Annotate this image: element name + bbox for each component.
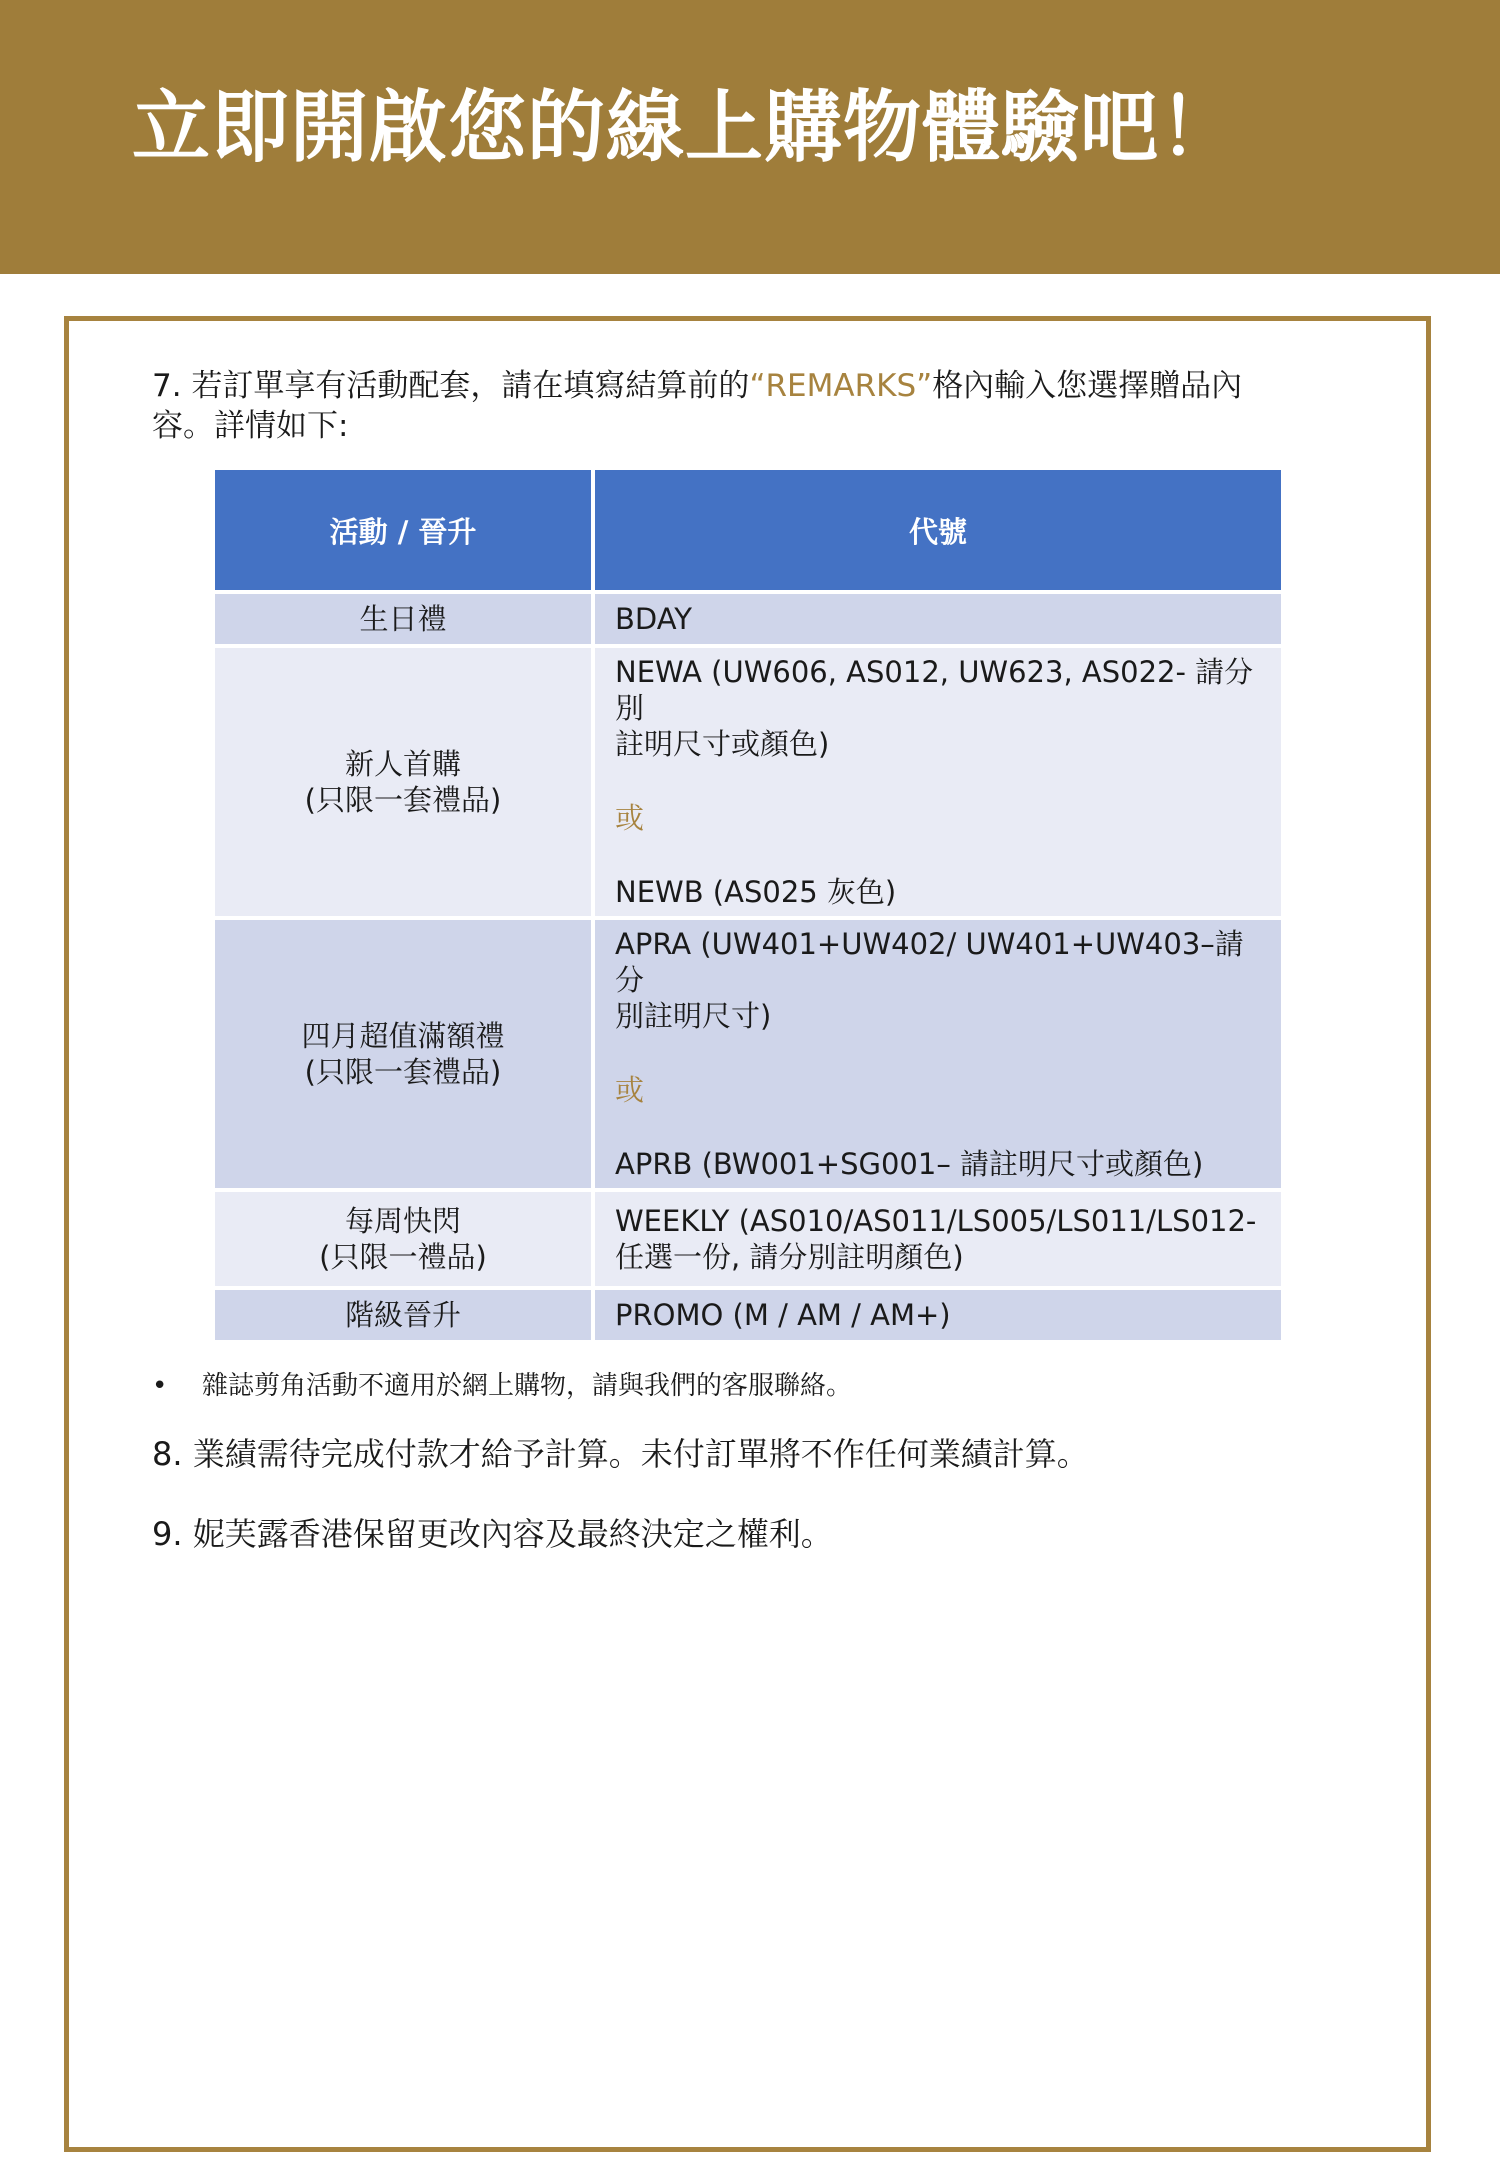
or-separator: 或 [615, 801, 645, 835]
code-cell [593, 1288, 1283, 1342]
header-activity: 活動 / 晉升 [213, 468, 593, 592]
code-line: 註明尺寸或顏色) [615, 727, 830, 761]
activity-name: 階級晉升 [344, 1298, 461, 1332]
bullet-note [152, 1366, 1352, 1406]
note-9: 9. 妮芙露香港保留更改內容及最終決定之權利。 [152, 1515, 833, 1553]
activity-name: 每周快閃 [344, 1204, 461, 1238]
remarks-highlight: “REMARKS” [749, 368, 933, 404]
activity-cell [213, 646, 593, 918]
intro-text-before: 若訂單享有活動配套，請在填寫結算前的 [191, 368, 750, 404]
table-row-weekly [213, 1190, 1283, 1288]
code-line: WEEKLY (AS010/AS011/LS005/LS011/LS012- [615, 1204, 1257, 1238]
code-cell [593, 918, 1283, 1190]
table-row-promo [213, 1288, 1283, 1342]
header-banner [0, 0, 1500, 274]
table-row-birthday [213, 592, 1283, 646]
bullet-dot-icon: • [152, 1371, 168, 1401]
gift-code-table [211, 466, 1285, 1344]
activity-name: 四月超值滿額禮 [301, 1019, 505, 1053]
activity-name: 生日禮 [359, 602, 447, 636]
or-separator: 或 [615, 1073, 645, 1107]
header-code: 代號 [593, 468, 1283, 592]
code-line: APRB (BW001+SG001– 請註明尺寸或顏色) [615, 1147, 1204, 1181]
activity-limit: (只限一禮品) [319, 1240, 487, 1274]
page-title: 立即開啟您的線上購物體驗吧！ [132, 83, 1239, 173]
intro-text-after: 格內輸入您選擇贈品內容。詳情如下: [152, 368, 1243, 444]
table-row-april-gift [213, 918, 1283, 1190]
code-line: BDAY [615, 602, 693, 636]
code-line: 別註明尺寸) [615, 999, 772, 1033]
table-row-newcomer [213, 646, 1283, 918]
item-number: 7. [152, 368, 182, 404]
code-line: NEWB (AS025 灰色) [615, 875, 897, 909]
code-line: NEWA (UW606, AS012, UW623, AS022- 請分別 [615, 655, 1254, 725]
spacer [615, 836, 1261, 874]
activity-name: 新人首購 [344, 747, 461, 781]
note-8: 8. 業績需待完成付款才給予計算。未付訂單將不作任何業績計算。 [152, 1435, 1089, 1473]
activity-cell [213, 918, 593, 1190]
spacer [615, 1108, 1261, 1146]
code-line: 任選一份, 請分別註明顏色) [615, 1240, 964, 1274]
activity-cell [213, 1190, 593, 1288]
bullet-text: 雜誌剪角活動不適用於網上購物，請與我們的客服聯絡。 [202, 1371, 853, 1401]
code-cell [593, 592, 1283, 646]
spacer [615, 1034, 1261, 1072]
activity-cell [213, 1288, 593, 1342]
code-line: PROMO (M / AM / AM+) [615, 1298, 951, 1332]
code-cell [593, 1190, 1283, 1288]
code-line: APRA (UW401+UW402/ UW401+UW403–請分 [615, 927, 1244, 997]
activity-cell [213, 592, 593, 646]
code-cell [593, 646, 1283, 918]
activity-limit: (只限一套禮品) [304, 783, 502, 817]
spacer [615, 762, 1261, 800]
item-7-intro [152, 366, 1302, 446]
activity-limit: (只限一套禮品) [304, 1055, 502, 1089]
